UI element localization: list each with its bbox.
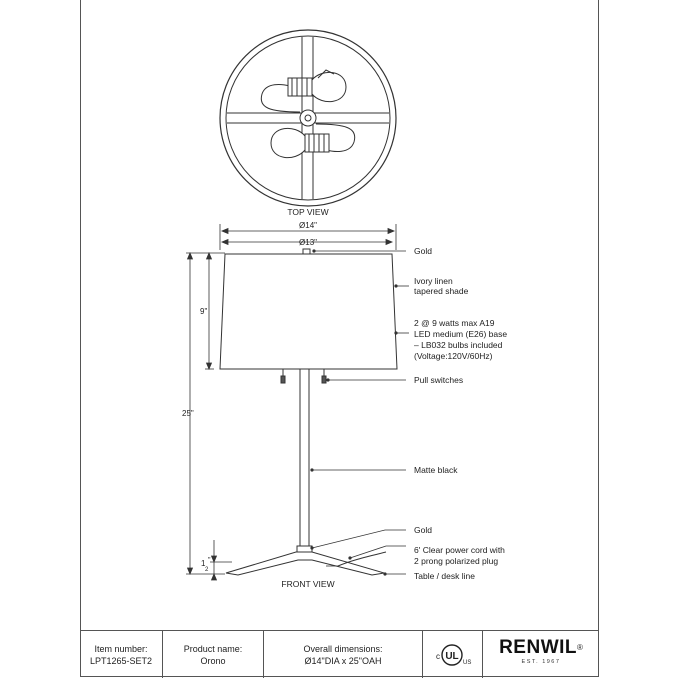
callout-shade-line1: Ivory linen bbox=[414, 276, 453, 286]
item-number-cell bbox=[80, 631, 163, 678]
top-view bbox=[220, 30, 396, 206]
product-name-cell bbox=[163, 631, 264, 678]
callout-gold-base: Gold bbox=[414, 525, 432, 535]
front-view-label: FRONT VIEW bbox=[281, 579, 335, 589]
product-name-label: Product name: bbox=[183, 643, 243, 654]
callout-shade-line2: tapered shade bbox=[414, 286, 469, 296]
dim-base-whole: 1 bbox=[201, 559, 206, 568]
brand-established: EST. 1967 bbox=[521, 658, 561, 665]
overall-dimensions-cell bbox=[264, 631, 423, 678]
cert-c-mark: c bbox=[435, 651, 440, 661]
product-name-value: Orono bbox=[200, 655, 226, 666]
brand-name: RENWIL bbox=[499, 636, 578, 658]
gold-collar bbox=[297, 546, 312, 552]
lamp-stem bbox=[300, 369, 309, 546]
callout-bulbs-line1: 2 @ 9 watts max A19 bbox=[414, 318, 495, 328]
callout-cord-line1: 6' Clear power cord with bbox=[414, 545, 505, 555]
dim-base-quote: " bbox=[208, 557, 211, 564]
dim-overall-height: 25" bbox=[182, 409, 194, 418]
item-number-label: Item number: bbox=[94, 643, 148, 654]
finial bbox=[303, 249, 310, 254]
front-view bbox=[220, 249, 397, 575]
title-block bbox=[80, 630, 599, 678]
brand-logo bbox=[499, 636, 583, 658]
callout-bulbs-line2: LED medium (E26) base bbox=[414, 329, 508, 339]
certification-cell bbox=[423, 631, 483, 678]
callout-gold-top: Gold bbox=[414, 246, 432, 256]
dim-shade-height: 9" bbox=[200, 307, 208, 316]
top-view-label: TOP VIEW bbox=[287, 207, 329, 217]
brand-registered-mark: ® bbox=[577, 642, 583, 652]
cert-ul-mark: UL bbox=[444, 650, 459, 662]
pull-switch-right bbox=[322, 369, 326, 383]
lamp-shade bbox=[220, 254, 397, 369]
callout-table-line: Table / desk line bbox=[414, 571, 475, 581]
finial-hub bbox=[300, 110, 316, 126]
tripod-base bbox=[226, 552, 384, 575]
dim-base-frac: 2 bbox=[205, 567, 209, 573]
item-number-value: LPT1265-SET2 bbox=[89, 655, 153, 666]
pull-switch-left bbox=[281, 369, 285, 383]
brand-cell bbox=[483, 631, 599, 678]
callout-finish: Matte black bbox=[414, 465, 458, 475]
callout-bulbs-line3: – LB032 bulbs included bbox=[414, 340, 503, 350]
callout-pull-switches: Pull switches bbox=[414, 375, 464, 385]
cert-us-mark: US bbox=[462, 659, 471, 666]
bulb-upper bbox=[261, 70, 346, 112]
callout-cord-line2: 2 prong polarized plug bbox=[414, 556, 499, 566]
ul-listed-icon bbox=[432, 642, 474, 668]
dim-shade-outer: Ø14" bbox=[299, 221, 317, 230]
callout-bulbs-line4: (Voltage:120V/60Hz) bbox=[414, 351, 493, 361]
overall-dimensions-value: Ø14"DIA x 25"OAH bbox=[304, 655, 382, 666]
dim-shade-inner: Ø13" bbox=[299, 238, 317, 247]
overall-dimensions-label: Overall dimensions: bbox=[303, 643, 383, 654]
